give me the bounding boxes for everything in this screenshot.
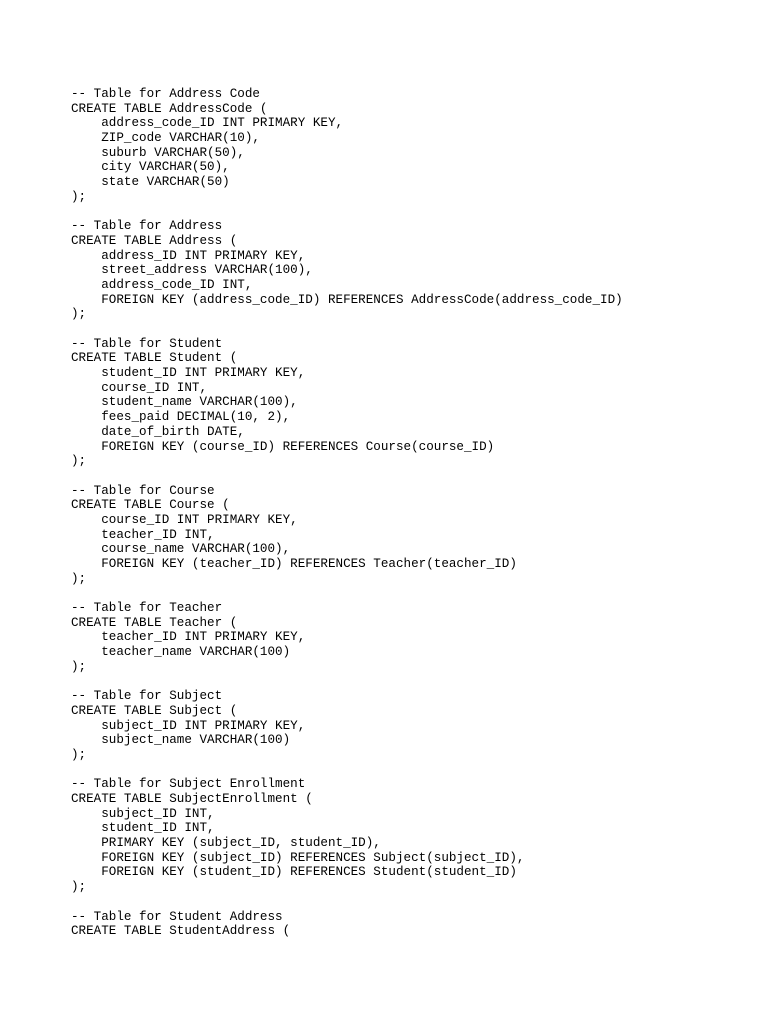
code-line: ); xyxy=(71,571,87,586)
code-line: FOREIGN KEY (teacher_ID) REFERENCES Teacher(teacher_ID) xyxy=(71,557,517,571)
code-line: address_ID INT PRIMARY KEY, xyxy=(71,248,306,263)
code-line: ); xyxy=(71,659,87,674)
code-line: teacher_ID INT PRIMARY KEY, xyxy=(71,630,306,645)
code-line: -- Table for Student xyxy=(71,336,223,351)
code-line xyxy=(71,322,751,337)
code-line: PRIMARY KEY (subject_ID, student_ID), xyxy=(71,836,381,851)
code-line: teacher_ID INT, xyxy=(71,527,215,542)
code-line: -- Table for Course xyxy=(71,483,215,498)
code-line: FOREIGN KEY (address_code_ID) REFERENCES AddressCode(address_code_ID) xyxy=(71,292,623,307)
code-line: CREATE TABLE Student ( xyxy=(71,351,238,366)
code-line: CREATE TABLE Subject ( xyxy=(71,703,238,718)
code-line: subject_name VARCHAR(100) xyxy=(71,733,291,748)
code-line: ); xyxy=(71,189,87,204)
sql-code-block xyxy=(71,87,751,939)
code-line xyxy=(71,205,751,220)
code-line: CREATE TABLE Course ( xyxy=(71,498,230,513)
code-line: CREATE TABLE Teacher ( xyxy=(71,615,238,630)
code-line: state VARCHAR(50) xyxy=(71,175,230,190)
code-line: street_address VARCHAR(100), xyxy=(71,263,313,278)
code-line: CREATE TABLE Address ( xyxy=(71,233,238,248)
code-line xyxy=(71,675,751,690)
code-line: -- Table for Student Address xyxy=(71,909,283,924)
code-line: -- Table for Subject Enrollment xyxy=(71,777,306,792)
code-line: fees_paid DECIMAL(10, 2), xyxy=(71,410,291,425)
code-line: suburb VARCHAR(50), xyxy=(71,145,245,160)
code-line: -- Table for Teacher xyxy=(71,601,223,616)
code-line: teacher_name VARCHAR(100) xyxy=(71,645,291,660)
code-line xyxy=(71,469,751,484)
code-line: FOREIGN KEY (subject_ID) REFERENCES Subject(subject_ID), xyxy=(71,850,525,865)
code-line: address_code_ID INT PRIMARY KEY, xyxy=(71,116,344,131)
code-line: ZIP_code VARCHAR(10), xyxy=(71,131,260,146)
code-line: -- Table for Address Code xyxy=(71,87,260,101)
code-line: CREATE TABLE AddressCode ( xyxy=(71,101,268,116)
code-line: ); xyxy=(71,747,87,762)
code-line: student_ID INT, xyxy=(71,821,215,836)
code-line: FOREIGN KEY (course_ID) REFERENCES Course(course_ID) xyxy=(71,439,495,454)
code-line xyxy=(71,763,751,778)
code-line: student_ID INT PRIMARY KEY, xyxy=(71,366,306,381)
code-line: ); xyxy=(71,307,87,322)
code-line: date_of_birth DATE, xyxy=(71,424,245,439)
code-line: student_name VARCHAR(100), xyxy=(71,395,298,410)
code-line: -- Table for Address xyxy=(71,219,223,234)
code-line: FOREIGN KEY (student_ID) REFERENCES Student(student_ID) xyxy=(71,865,517,880)
code-line xyxy=(71,895,751,910)
code-line: course_ID INT PRIMARY KEY, xyxy=(71,512,298,527)
code-line: course_name VARCHAR(100), xyxy=(71,542,291,557)
code-line: city VARCHAR(50), xyxy=(71,160,230,175)
code-line: address_code_ID INT, xyxy=(71,277,253,292)
code-line: subject_ID INT, xyxy=(71,806,215,821)
code-line xyxy=(71,586,751,601)
code-line: subject_ID INT PRIMARY KEY, xyxy=(71,718,306,733)
code-line: ); xyxy=(71,880,87,895)
code-line: CREATE TABLE SubjectEnrollment ( xyxy=(71,792,313,806)
code-line: course_ID INT, xyxy=(71,380,208,395)
code-line: -- Table for Subject xyxy=(71,689,223,704)
code-line: ); xyxy=(71,454,87,469)
code-line: CREATE TABLE StudentAddress ( xyxy=(71,924,291,939)
